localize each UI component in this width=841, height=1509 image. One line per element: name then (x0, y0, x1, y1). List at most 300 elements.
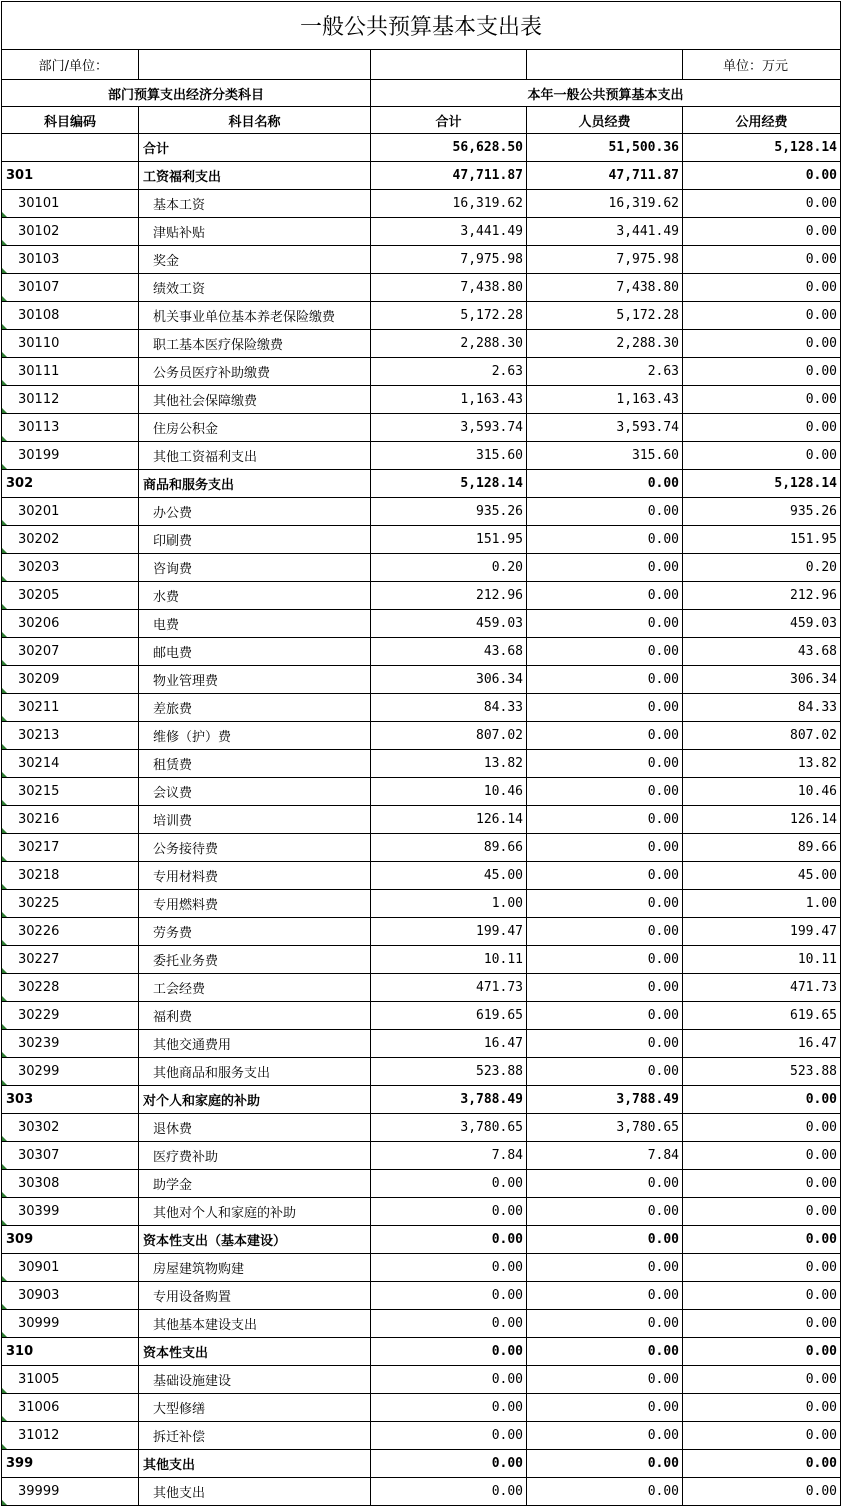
cell-code[interactable]: 30302 (2, 1114, 139, 1142)
cell-code[interactable]: 30308 (2, 1170, 139, 1198)
cell-public[interactable]: 45.00 (683, 862, 841, 890)
table-row (2, 498, 841, 526)
cell-personnel[interactable]: 2,288.30 (527, 330, 683, 358)
cell-personnel[interactable]: 0.00 (527, 1338, 683, 1366)
cell-name[interactable]: 邮电费 (139, 638, 371, 666)
table-row (2, 1198, 841, 1226)
cell-personnel[interactable]: 0.00 (527, 638, 683, 666)
cell-public[interactable]: 459.03 (683, 610, 841, 638)
cell-code[interactable]: 30199 (2, 442, 139, 470)
cell-total[interactable]: 807.02 (371, 722, 527, 750)
cell-public[interactable]: 0.00 (683, 162, 841, 190)
cell-public[interactable]: 0.00 (683, 1478, 841, 1506)
cell-public[interactable]: 0.00 (683, 1422, 841, 1450)
cell-public[interactable]: 1.00 (683, 890, 841, 918)
cell-name[interactable]: 房屋建筑物购建 (139, 1254, 371, 1282)
table-row (2, 554, 841, 582)
cell-name[interactable]: 其他工资福利支出 (139, 442, 371, 470)
cell-code[interactable]: 30211 (2, 694, 139, 722)
cell-name[interactable]: 专用材料费 (139, 862, 371, 890)
cell-public[interactable]: 0.00 (683, 1394, 841, 1422)
cell-code[interactable]: 30217 (2, 834, 139, 862)
cell-total[interactable]: 89.66 (371, 834, 527, 862)
cell-name[interactable]: 办公费 (139, 498, 371, 526)
cell-name[interactable]: 职工基本医疗保险缴费 (139, 330, 371, 358)
cell-personnel[interactable]: 16,319.62 (527, 190, 683, 218)
cell-name[interactable]: 培训费 (139, 806, 371, 834)
cell-personnel[interactable]: 0.00 (527, 1002, 683, 1030)
table-row (2, 190, 841, 218)
cell-name[interactable]: 资本性支出 (139, 1338, 371, 1366)
cell-name[interactable]: 电费 (139, 610, 371, 638)
cell-name[interactable]: 公务接待费 (139, 834, 371, 862)
cell-total[interactable]: 619.65 (371, 1002, 527, 1030)
cell-name[interactable]: 资本性支出（基本建设） (139, 1226, 371, 1254)
cell-code[interactable]: 30102 (2, 218, 139, 246)
cell-code[interactable]: 31012 (2, 1422, 139, 1450)
cell-public[interactable]: 0.00 (683, 1226, 841, 1254)
cell-name[interactable]: 对个人和家庭的补助 (139, 1086, 371, 1114)
cell-code[interactable]: 31005 (2, 1366, 139, 1394)
cell-code[interactable]: 309 (2, 1226, 139, 1254)
cell-total[interactable]: 0.20 (371, 554, 527, 582)
cell-public[interactable]: 0.00 (683, 358, 841, 386)
cell-code[interactable]: 30108 (2, 302, 139, 330)
table-row (2, 1254, 841, 1282)
cell-total[interactable]: 13.82 (371, 750, 527, 778)
cell-name[interactable]: 其他交通费用 (139, 1030, 371, 1058)
cell-personnel[interactable]: 0.00 (527, 750, 683, 778)
cell-name[interactable]: 福利费 (139, 1002, 371, 1030)
cell-public[interactable]: 10.46 (683, 778, 841, 806)
cell-total[interactable]: 0.00 (371, 1310, 527, 1338)
cell-code[interactable]: 30901 (2, 1254, 139, 1282)
cell-code[interactable]: 30112 (2, 386, 139, 414)
cell-code[interactable]: 39999 (2, 1478, 139, 1506)
cell-personnel[interactable]: 7.84 (527, 1142, 683, 1170)
cell-code[interactable]: 30215 (2, 778, 139, 806)
table-row (2, 358, 841, 386)
cell-name[interactable]: 拆迁补偿 (139, 1422, 371, 1450)
cell-public[interactable]: 5,128.14 (683, 470, 841, 498)
cell-personnel[interactable]: 7,975.98 (527, 246, 683, 274)
cell-code[interactable]: 30103 (2, 246, 139, 274)
cell-public[interactable]: 0.00 (683, 330, 841, 358)
cell-name[interactable]: 委托业务费 (139, 946, 371, 974)
cell-name[interactable]: 会议费 (139, 778, 371, 806)
cell-total[interactable]: 523.88 (371, 1058, 527, 1086)
cell-personnel[interactable]: 0.00 (527, 1198, 683, 1226)
cell-total[interactable]: 0.00 (371, 1338, 527, 1366)
table-row (2, 1142, 841, 1170)
column-header-total: 合计 (371, 107, 527, 134)
table-row (2, 1450, 841, 1478)
cell-name[interactable]: 物业管理费 (139, 666, 371, 694)
cell-code[interactable]: 302 (2, 470, 139, 498)
cell-total[interactable]: 0.00 (371, 1170, 527, 1198)
cell-personnel[interactable]: 0.00 (527, 918, 683, 946)
cell-personnel[interactable]: 2.63 (527, 358, 683, 386)
cell-total[interactable]: 935.26 (371, 498, 527, 526)
cell-name[interactable]: 专用燃料费 (139, 890, 371, 918)
budget-table (1, 1, 841, 1506)
cell-total[interactable]: 0.00 (371, 1226, 527, 1254)
cell-code[interactable]: 30202 (2, 526, 139, 554)
table-row (2, 806, 841, 834)
cell-personnel[interactable]: 3,788.49 (527, 1086, 683, 1114)
cell-public[interactable]: 0.00 (683, 190, 841, 218)
cell-public[interactable]: 0.20 (683, 554, 841, 582)
cell-public[interactable]: 13.82 (683, 750, 841, 778)
unit-label: 单位：万元 (683, 50, 841, 80)
cell-personnel[interactable]: 0.00 (527, 694, 683, 722)
cell-name[interactable]: 大型修缮 (139, 1394, 371, 1422)
cell-total[interactable]: 471.73 (371, 974, 527, 1002)
cell-name[interactable]: 商品和服务支出 (139, 470, 371, 498)
cell-public[interactable]: 0.00 (683, 1086, 841, 1114)
cell-total[interactable]: 1.00 (371, 890, 527, 918)
cell-code[interactable]: 303 (2, 1086, 139, 1114)
cell-personnel[interactable]: 1,163.43 (527, 386, 683, 414)
cell-total[interactable]: 151.95 (371, 526, 527, 554)
cell-name[interactable]: 机关事业单位基本养老保险缴费 (139, 302, 371, 330)
cell-name[interactable]: 其他社会保障缴费 (139, 386, 371, 414)
cell-total[interactable]: 5,128.14 (371, 470, 527, 498)
cell-code[interactable]: 310 (2, 1338, 139, 1366)
cell-personnel[interactable]: 0.00 (527, 946, 683, 974)
cell-public[interactable]: 16.47 (683, 1030, 841, 1058)
table-title: 一般公共预算基本支出表 (2, 2, 841, 50)
table-row (2, 134, 841, 162)
table-row (2, 1226, 841, 1254)
cell-public[interactable]: 523.88 (683, 1058, 841, 1086)
cell-code[interactable]: 399 (2, 1450, 139, 1478)
cell-name[interactable]: 奖金 (139, 246, 371, 274)
cell-name[interactable]: 公务员医疗补助缴费 (139, 358, 371, 386)
cell-code[interactable]: 30113 (2, 414, 139, 442)
cell-total[interactable]: 2.63 (371, 358, 527, 386)
cell-personnel[interactable]: 3,441.49 (527, 218, 683, 246)
cell-public[interactable]: 89.66 (683, 834, 841, 862)
table-row (2, 1030, 841, 1058)
cell-personnel[interactable]: 3,593.74 (527, 414, 683, 442)
cell-code[interactable]: 30218 (2, 862, 139, 890)
cell-personnel[interactable]: 0.00 (527, 1310, 683, 1338)
cell-total[interactable]: 0.00 (371, 1450, 527, 1478)
cell-total[interactable]: 10.46 (371, 778, 527, 806)
cell-total[interactable]: 126.14 (371, 806, 527, 834)
meta-blank-cell (527, 50, 683, 80)
cell-public[interactable]: 0.00 (683, 1450, 841, 1478)
cell-personnel[interactable]: 0.00 (527, 834, 683, 862)
cell-personnel[interactable]: 0.00 (527, 526, 683, 554)
cell-name[interactable]: 工资福利支出 (139, 162, 371, 190)
cell-code[interactable]: 30239 (2, 1030, 139, 1058)
cell-personnel[interactable]: 0.00 (527, 722, 683, 750)
cell-personnel[interactable]: 0.00 (527, 610, 683, 638)
cell-name[interactable]: 基本工资 (139, 190, 371, 218)
table-row (2, 582, 841, 610)
cell-total[interactable]: 45.00 (371, 862, 527, 890)
column-header-name: 科目名称 (139, 107, 371, 134)
cell-name[interactable]: 咨询费 (139, 554, 371, 582)
cell-code[interactable]: 30229 (2, 1002, 139, 1030)
cell-total[interactable]: 0.00 (371, 1394, 527, 1422)
cell-total[interactable]: 16.47 (371, 1030, 527, 1058)
table-row (2, 246, 841, 274)
cell-personnel[interactable]: 0.00 (527, 666, 683, 694)
table-row (2, 1086, 841, 1114)
cell-code[interactable]: 31006 (2, 1394, 139, 1422)
cell-public[interactable]: 935.26 (683, 498, 841, 526)
cell-public[interactable]: 0.00 (683, 274, 841, 302)
cell-code[interactable]: 30111 (2, 358, 139, 386)
table-row (2, 1170, 841, 1198)
table-row (2, 1422, 841, 1450)
table-row (2, 918, 841, 946)
cell-code[interactable]: 30214 (2, 750, 139, 778)
cell-total[interactable]: 0.00 (371, 1478, 527, 1506)
cell-public[interactable]: 807.02 (683, 722, 841, 750)
column-header-public: 公用经费 (683, 107, 841, 134)
cell-public[interactable]: 0.00 (683, 414, 841, 442)
cell-total[interactable]: 43.68 (371, 638, 527, 666)
cell-personnel[interactable]: 0.00 (527, 1394, 683, 1422)
cell-public[interactable]: 84.33 (683, 694, 841, 722)
table-row (2, 386, 841, 414)
table-row (2, 274, 841, 302)
cell-code[interactable]: 30107 (2, 274, 139, 302)
cell-personnel[interactable]: 0.00 (527, 1058, 683, 1086)
cell-personnel[interactable]: 0.00 (527, 778, 683, 806)
cell-public[interactable]: 0.00 (683, 442, 841, 470)
table-row (2, 666, 841, 694)
cell-public[interactable]: 10.11 (683, 946, 841, 974)
table-row (2, 834, 841, 862)
cell-personnel[interactable]: 0.00 (527, 1366, 683, 1394)
cell-public[interactable]: 212.96 (683, 582, 841, 610)
department-label: 部门/单位： (2, 50, 139, 80)
cell-total[interactable]: 199.47 (371, 918, 527, 946)
cell-total[interactable]: 3,780.65 (371, 1114, 527, 1142)
cell-name[interactable]: 维修（护）费 (139, 722, 371, 750)
cell-personnel[interactable]: 0.00 (527, 1226, 683, 1254)
meta-blank-cell (371, 50, 527, 80)
cell-public[interactable]: 0.00 (683, 1170, 841, 1198)
cell-name[interactable]: 劳务费 (139, 918, 371, 946)
cell-code[interactable]: 30307 (2, 1142, 139, 1170)
cell-public[interactable]: 0.00 (683, 1310, 841, 1338)
cell-personnel[interactable]: 0.00 (527, 554, 683, 582)
cell-total[interactable]: 0.00 (371, 1282, 527, 1310)
cell-name[interactable]: 退休费 (139, 1114, 371, 1142)
cell-code[interactable]: 30206 (2, 610, 139, 638)
cell-code[interactable] (2, 134, 139, 162)
cell-total[interactable]: 56,628.50 (371, 134, 527, 162)
table-row (2, 946, 841, 974)
cell-name[interactable]: 专用设备购置 (139, 1282, 371, 1310)
cell-public[interactable]: 43.68 (683, 638, 841, 666)
cell-total[interactable]: 0.00 (371, 1422, 527, 1450)
cell-total[interactable]: 3,788.49 (371, 1086, 527, 1114)
cell-name[interactable]: 水费 (139, 582, 371, 610)
cell-personnel[interactable]: 7,438.80 (527, 274, 683, 302)
cell-total[interactable]: 5,172.28 (371, 302, 527, 330)
cell-public[interactable]: 0.00 (683, 246, 841, 274)
table-row (2, 1338, 841, 1366)
cell-total[interactable]: 459.03 (371, 610, 527, 638)
cell-name[interactable]: 差旅费 (139, 694, 371, 722)
cell-code[interactable]: 30205 (2, 582, 139, 610)
table-row (2, 414, 841, 442)
cell-personnel[interactable]: 5,172.28 (527, 302, 683, 330)
cell-personnel[interactable]: 0.00 (527, 1282, 683, 1310)
cell-code[interactable]: 30226 (2, 918, 139, 946)
cell-code[interactable]: 30101 (2, 190, 139, 218)
cell-name[interactable]: 住房公积金 (139, 414, 371, 442)
table-row (2, 974, 841, 1002)
cell-public[interactable]: 0.00 (683, 1282, 841, 1310)
department-value-cell[interactable] (139, 50, 371, 80)
cell-name[interactable]: 其他商品和服务支出 (139, 1058, 371, 1086)
cell-personnel[interactable]: 0.00 (527, 1450, 683, 1478)
cell-code[interactable]: 30216 (2, 806, 139, 834)
cell-code[interactable]: 30203 (2, 554, 139, 582)
table-row (2, 470, 841, 498)
cell-personnel[interactable]: 0.00 (527, 1254, 683, 1282)
column-header-code: 科目编码 (2, 107, 139, 134)
table-row (2, 1366, 841, 1394)
table-row (2, 1394, 841, 1422)
cell-personnel[interactable]: 3,780.65 (527, 1114, 683, 1142)
cell-public[interactable]: 0.00 (683, 1338, 841, 1366)
cell-code[interactable]: 30225 (2, 890, 139, 918)
table-row (2, 526, 841, 554)
table-row (2, 694, 841, 722)
cell-personnel[interactable]: 315.60 (527, 442, 683, 470)
cell-total[interactable]: 315.60 (371, 442, 527, 470)
cell-name[interactable]: 其他支出 (139, 1478, 371, 1506)
cell-name[interactable]: 其他基本建设支出 (139, 1310, 371, 1338)
cell-personnel[interactable]: 0.00 (527, 1422, 683, 1450)
cell-code[interactable]: 30209 (2, 666, 139, 694)
cell-code[interactable]: 30227 (2, 946, 139, 974)
cell-public[interactable]: 0.00 (683, 1142, 841, 1170)
cell-name[interactable]: 绩效工资 (139, 274, 371, 302)
table-row (2, 722, 841, 750)
table-row (2, 162, 841, 190)
table-row (2, 442, 841, 470)
cell-total[interactable]: 306.34 (371, 666, 527, 694)
table-row (2, 1310, 841, 1338)
cell-personnel[interactable]: 0.00 (527, 498, 683, 526)
table-row (2, 1114, 841, 1142)
header-group-left: 部门预算支出经济分类科目 (2, 80, 371, 107)
table-row (2, 330, 841, 358)
cell-name[interactable]: 医疗费补助 (139, 1142, 371, 1170)
cell-code[interactable]: 30201 (2, 498, 139, 526)
cell-total[interactable]: 3,593.74 (371, 414, 527, 442)
cell-public[interactable]: 0.00 (683, 1198, 841, 1226)
cell-public[interactable]: 0.00 (683, 1254, 841, 1282)
cell-public[interactable]: 471.73 (683, 974, 841, 1002)
cell-public[interactable]: 0.00 (683, 1114, 841, 1142)
cell-public[interactable]: 0.00 (683, 218, 841, 246)
cell-personnel[interactable]: 0.00 (527, 862, 683, 890)
cell-public[interactable]: 306.34 (683, 666, 841, 694)
table-row (2, 610, 841, 638)
cell-public[interactable]: 199.47 (683, 918, 841, 946)
cell-name[interactable]: 其他支出 (139, 1450, 371, 1478)
cell-name[interactable]: 租赁费 (139, 750, 371, 778)
cell-personnel[interactable]: 0.00 (527, 806, 683, 834)
cell-total[interactable]: 1,163.43 (371, 386, 527, 414)
column-header-personnel: 人员经费 (527, 107, 683, 134)
cell-name[interactable]: 其他对个人和家庭的补助 (139, 1198, 371, 1226)
cell-total[interactable]: 7,438.80 (371, 274, 527, 302)
cell-total[interactable]: 84.33 (371, 694, 527, 722)
cell-code[interactable]: 30207 (2, 638, 139, 666)
cell-total[interactable]: 2,288.30 (371, 330, 527, 358)
cell-total[interactable]: 10.11 (371, 946, 527, 974)
cell-name[interactable]: 津贴补贴 (139, 218, 371, 246)
cell-code[interactable]: 30228 (2, 974, 139, 1002)
cell-total[interactable]: 47,711.87 (371, 162, 527, 190)
cell-code[interactable]: 30903 (2, 1282, 139, 1310)
cell-name[interactable]: 助学金 (139, 1170, 371, 1198)
cell-total[interactable]: 7,975.98 (371, 246, 527, 274)
cell-personnel[interactable]: 0.00 (527, 1170, 683, 1198)
cell-public[interactable]: 0.00 (683, 386, 841, 414)
cell-public[interactable]: 619.65 (683, 1002, 841, 1030)
cell-personnel[interactable]: 0.00 (527, 1478, 683, 1506)
cell-personnel[interactable]: 0.00 (527, 582, 683, 610)
cell-total[interactable]: 3,441.49 (371, 218, 527, 246)
table-row (2, 750, 841, 778)
cell-public[interactable]: 0.00 (683, 1366, 841, 1394)
table-row (2, 1058, 841, 1086)
cell-total[interactable]: 7.84 (371, 1142, 527, 1170)
cell-public[interactable]: 126.14 (683, 806, 841, 834)
cell-public[interactable]: 5,128.14 (683, 134, 841, 162)
cell-total[interactable]: 0.00 (371, 1254, 527, 1282)
cell-name[interactable]: 印刷费 (139, 526, 371, 554)
cell-code[interactable]: 30213 (2, 722, 139, 750)
cell-public[interactable]: 0.00 (683, 302, 841, 330)
cell-code[interactable]: 30299 (2, 1058, 139, 1086)
cell-personnel[interactable]: 0.00 (527, 890, 683, 918)
cell-personnel[interactable]: 0.00 (527, 1030, 683, 1058)
table-row (2, 302, 841, 330)
cell-public[interactable]: 151.95 (683, 526, 841, 554)
cell-total[interactable]: 16,319.62 (371, 190, 527, 218)
cell-total[interactable]: 0.00 (371, 1366, 527, 1394)
cell-code[interactable]: 30399 (2, 1198, 139, 1226)
cell-code[interactable]: 30110 (2, 330, 139, 358)
cell-personnel[interactable]: 51,500.36 (527, 134, 683, 162)
cell-code[interactable]: 30999 (2, 1310, 139, 1338)
cell-personnel[interactable]: 0.00 (527, 470, 683, 498)
table-row (2, 218, 841, 246)
cell-code[interactable]: 301 (2, 162, 139, 190)
cell-name[interactable]: 合计 (139, 134, 371, 162)
cell-total[interactable]: 212.96 (371, 582, 527, 610)
cell-total[interactable]: 0.00 (371, 1198, 527, 1226)
cell-personnel[interactable]: 47,711.87 (527, 162, 683, 190)
cell-personnel[interactable]: 0.00 (527, 974, 683, 1002)
cell-name[interactable]: 工会经费 (139, 974, 371, 1002)
cell-name[interactable]: 基础设施建设 (139, 1366, 371, 1394)
